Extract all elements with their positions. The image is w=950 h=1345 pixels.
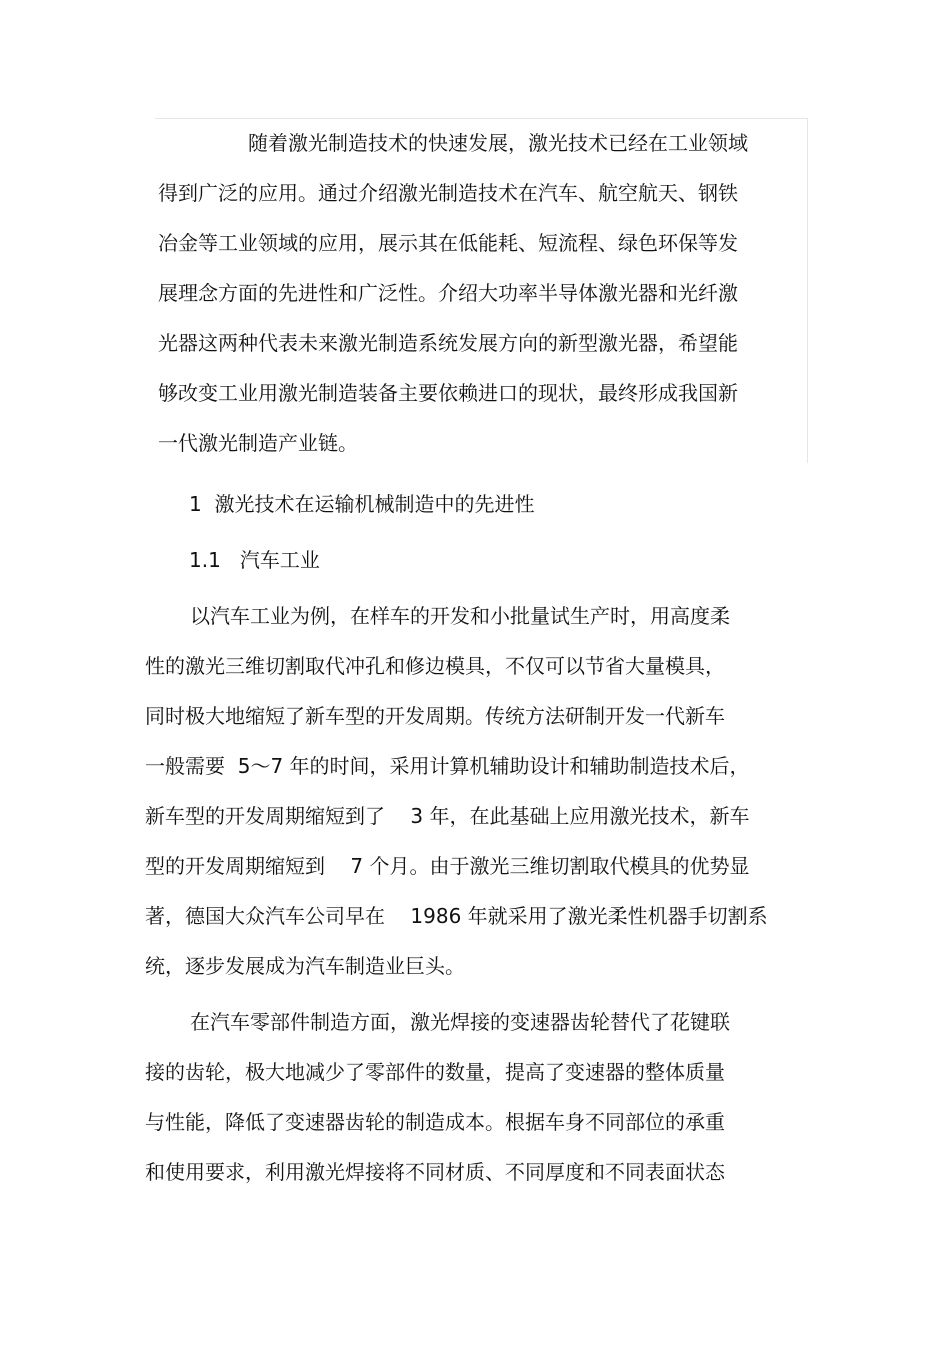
paragraph-1-line-3: 同时极大地缩短了新车型的开发周期。传统方法研制开发一代新车 xyxy=(145,704,725,728)
paragraph-1-line-6: 型的开发周期缩短到 7 个月。由于激光三维切割取代模具的优势显 xyxy=(145,854,750,878)
abstract-line-2: 得到广泛的应用。通过介绍激光制造技术在汽车、航空航天、钢铁 xyxy=(158,181,738,205)
abstract-line-3: 冶金等工业领域的应用，展示其在低能耗、短流程、绿色环保等发 xyxy=(158,231,738,255)
paragraph-1-line-4: 一般需要 5～7 年的时间，采用计算机辅助设计和辅助制造技术后， xyxy=(145,754,750,778)
abstract-line-1: 随着激光制造技术的快速发展，激光技术已经在工业领域 xyxy=(248,131,748,155)
paragraph-1-line-2: 性的激光三维切割取代冲孔和修边模具，不仅可以节省大量模具， xyxy=(145,654,725,678)
abstract-line-6: 够改变工业用激光制造装备主要依赖进口的现状，最终形成我国新 xyxy=(158,381,738,405)
abstract-line-4: 展理念方面的先进性和广泛性。介绍大功率半导体激光器和光纤激 xyxy=(158,281,738,305)
paragraph-1-line-1: 以汽车工业为例，在样车的开发和小批量试生产时，用高度柔 xyxy=(190,604,730,628)
section-1-heading: 1 激光技术在运输机械制造中的先进性 xyxy=(189,492,535,516)
section-1-1-heading: 1.1 汽车工业 xyxy=(189,548,320,572)
paragraph-2-line-4: 和使用要求，利用激光焊接将不同材质、不同厚度和不同表面状态 xyxy=(145,1160,725,1184)
abstract-line-5: 光器这两种代表未来激光制造系统发展方向的新型激光器，希望能 xyxy=(158,331,738,355)
paragraph-2-line-2: 接的齿轮，极大地减少了零部件的数量，提高了变速器的整体质量 xyxy=(145,1060,725,1084)
paragraph-1-line-5: 新车型的开发周期缩短到了 3 年，在此基础上应用激光技术，新车 xyxy=(145,804,750,828)
paragraph-1-line-7: 著，德国大众汽车公司早在 1986 年就采用了激光柔性机器手切割系 xyxy=(145,904,768,928)
paragraph-2-line-3: 与性能，降低了变速器齿轮的制造成本。根据车身不同部位的承重 xyxy=(145,1110,725,1134)
paragraph-1-line-8: 统，逐步发展成为汽车制造业巨头。 xyxy=(145,954,465,978)
paragraph-2-line-1: 在汽车零部件制造方面，激光焊接的变速器齿轮替代了花键联 xyxy=(190,1010,730,1034)
abstract-line-7: 一代激光制造产业链。 xyxy=(158,431,358,455)
